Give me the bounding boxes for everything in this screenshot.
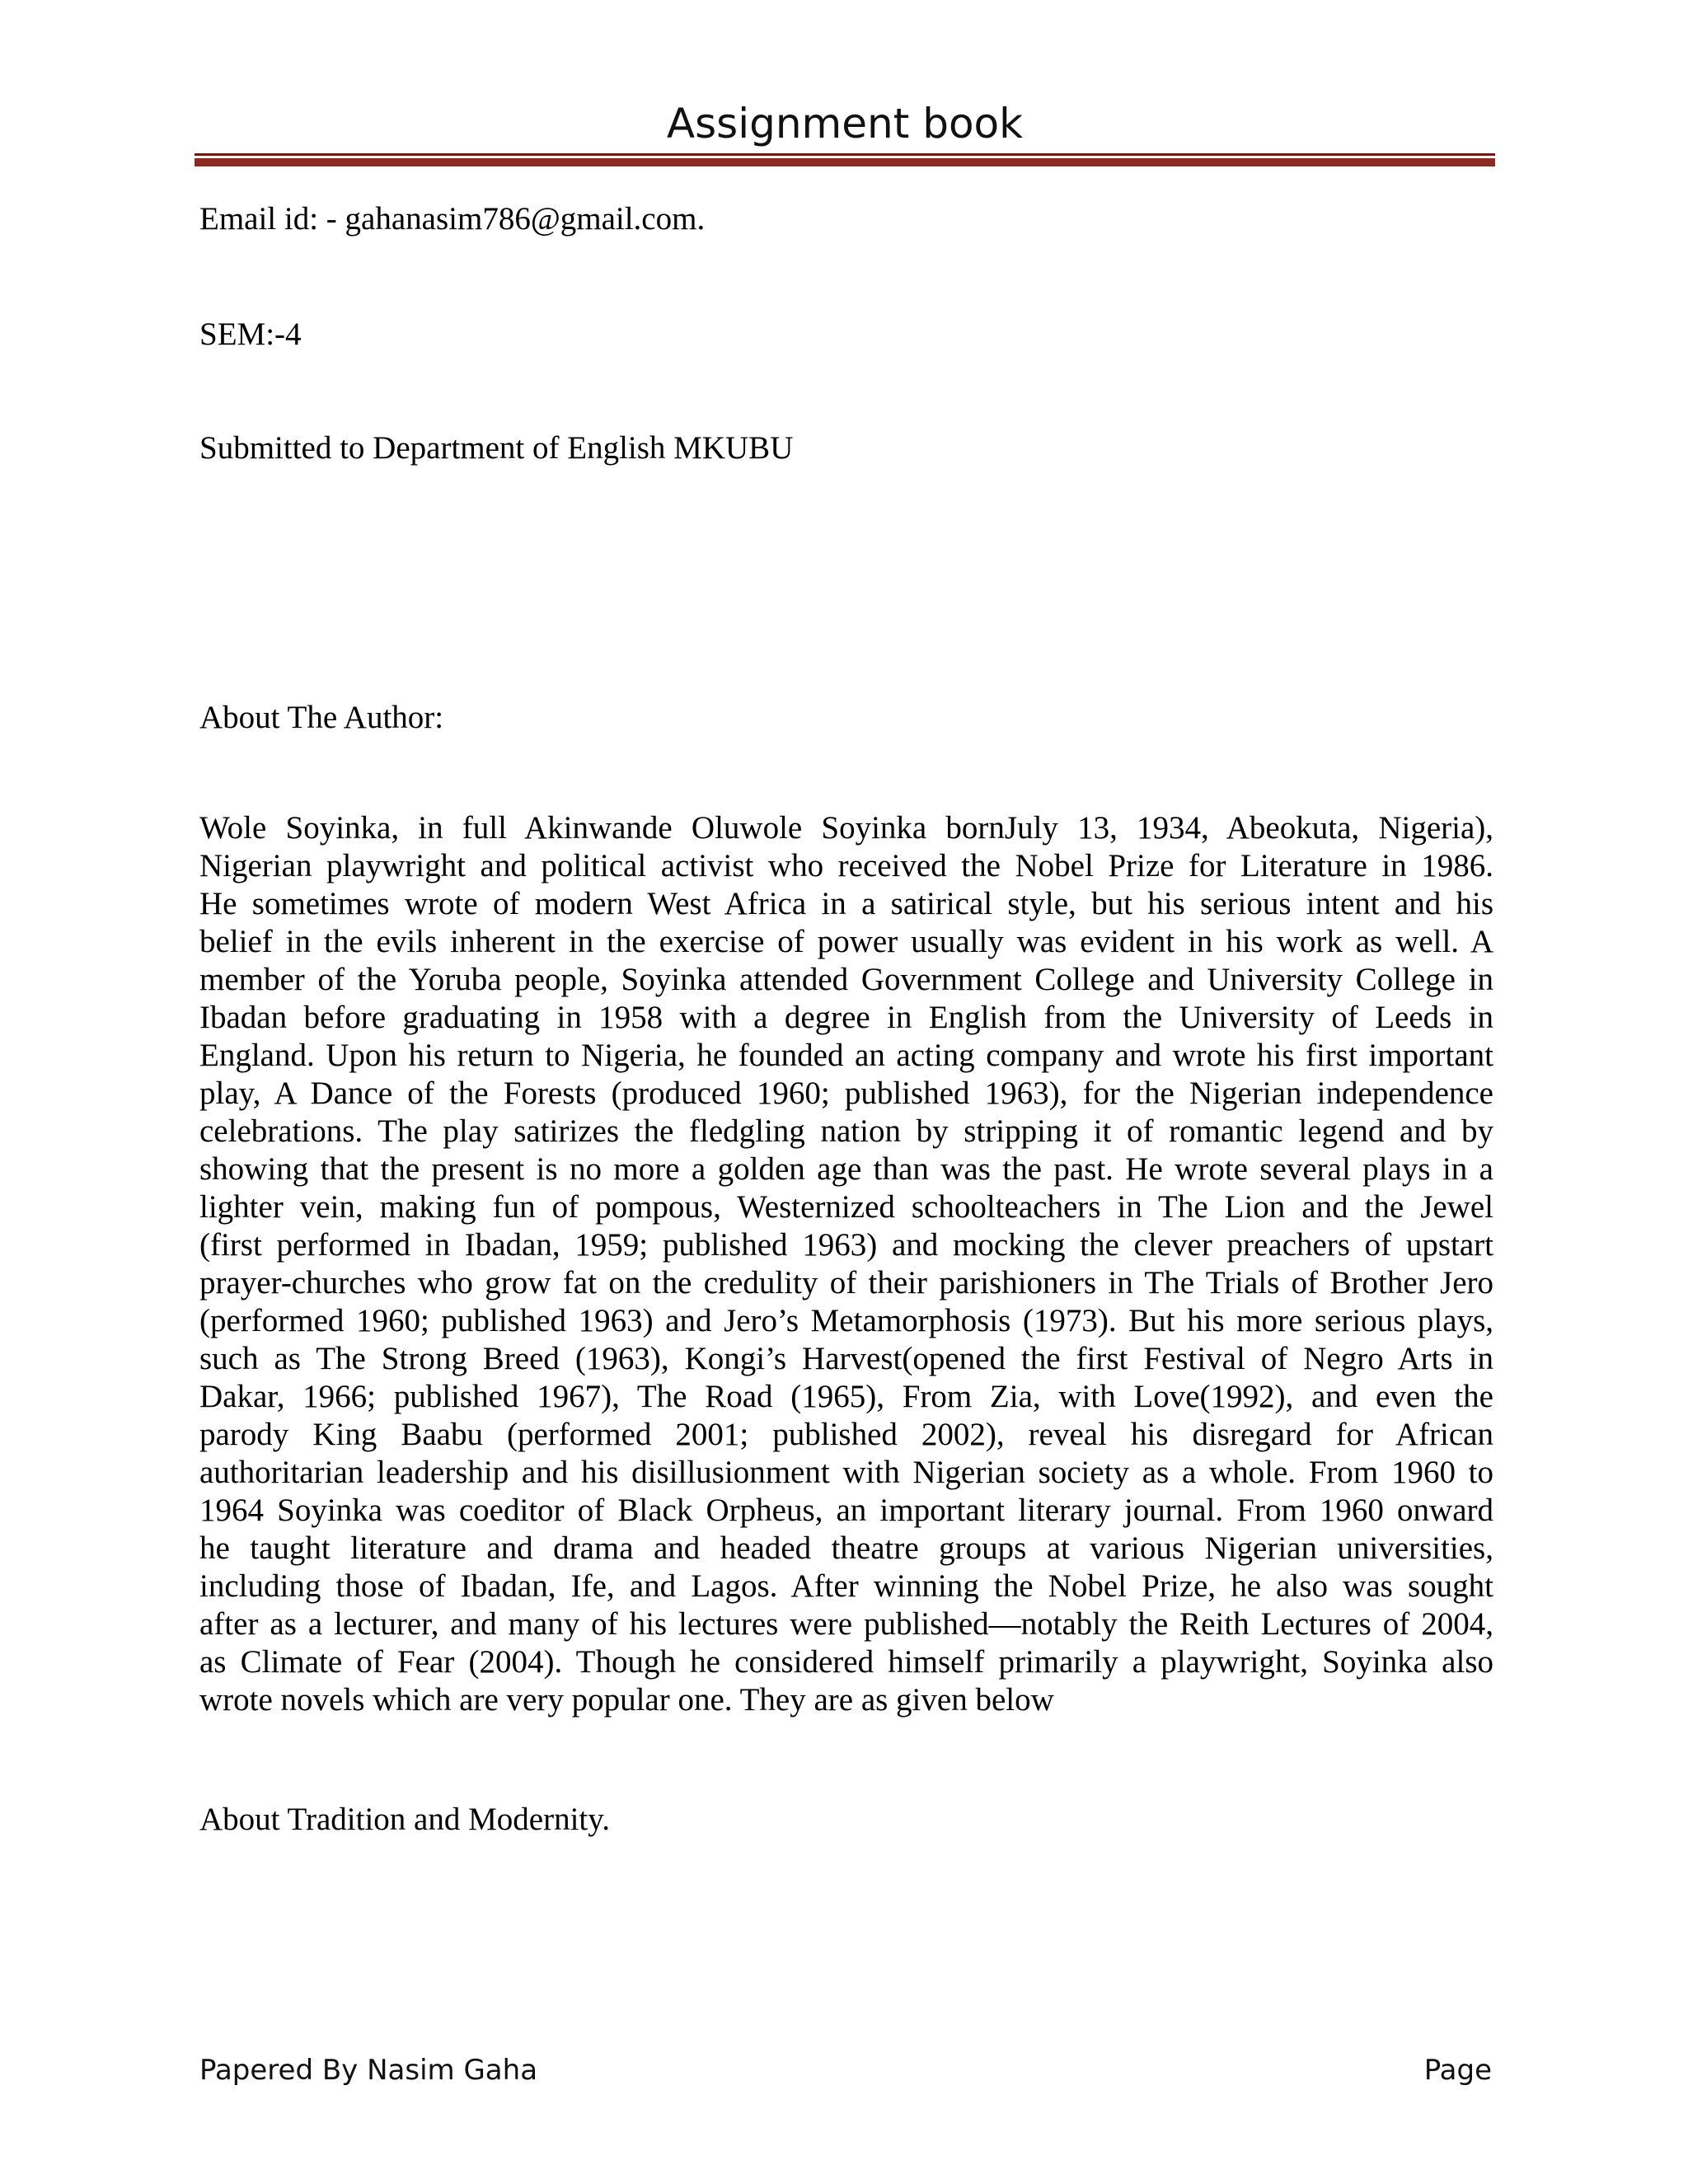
paragraph-line: Wole Soyinka, in full Akinwande Oluwole Soyinka bornJuly 13, 1934, Abeokuta, Nigeria), xyxy=(199,810,1493,846)
paragraph-line: after as a lecturer, and many of his lectures were published—notably the Reith Lectures of 2004, xyxy=(199,1606,1493,1642)
paragraph-line: member of the Yoruba people, Soyinka attended Government College and University College in xyxy=(199,962,1493,997)
paragraph-line: England. Upon his return to Nigeria, he founded an acting company and wrote his first important xyxy=(199,1038,1493,1073)
paragraph-line: lighter vein, making fun of pompous, Westernized schoolteachers in The Lion and the Jewel xyxy=(199,1189,1493,1225)
paragraph-line: such as The Strong Breed (1963), Kongi’s Harvest(opened the first Festival of Negro Arts in xyxy=(199,1341,1493,1376)
paragraph-line: (first performed in Ibadan, 1959; published 1963) and mocking the clever preachers of upstart xyxy=(199,1227,1493,1263)
footer-page-label: Page xyxy=(1423,2054,1492,2087)
paragraph-line: showing that the present is no more a golden age than was the past. He wrote several plays in a xyxy=(199,1151,1493,1187)
footer-author: Papered By Nasim Gaha xyxy=(199,2054,538,2087)
paragraph-line: authoritarian leadership and his disillusionment with Nigerian society as a whole. From 1960 to xyxy=(199,1455,1493,1490)
paragraph-line: prayer-churches who grow fat on the credulity of their parishioners in The Trials of Brother Jero xyxy=(199,1265,1493,1301)
submitted-line: Submitted to Department of English MKUBU xyxy=(199,430,794,466)
about-author-heading: About The Author: xyxy=(199,700,444,735)
paragraph-line: (performed 1960; published 1963) and Jero’s Metamorphosis (1973). But his more serious plays, xyxy=(199,1303,1493,1338)
paragraph-line: 1964 Soyinka was coeditor of Black Orpheus, an important literary journal. From 1960 onward xyxy=(199,1493,1493,1528)
paragraph-line: celebrations. The play satirizes the fledgling nation by stripping it of romantic legend and by xyxy=(199,1113,1493,1149)
semester-line: SEM:-4 xyxy=(199,316,302,352)
paragraph-line: including those of Ibadan, Ife, and Lagos. After winning the Nobel Prize, he also was sought xyxy=(199,1568,1493,1604)
page-header-title: Assignment book xyxy=(666,100,1024,148)
paragraph-line: He sometimes wrote of modern West Africa in a satirical style, but his serious intent and his xyxy=(199,886,1493,921)
paragraph-line: as Climate of Fear (2004). Though he considered himself primarily a playwright, Soyinka also xyxy=(199,1644,1493,1680)
paragraph-line: parody King Baabu (performed 2001; published 2002), reveal his disregard for African xyxy=(199,1417,1493,1452)
paragraph-line: wrote novels which are very popular one. They are as given below xyxy=(199,1682,1054,1718)
header-rule-thin xyxy=(195,153,1495,156)
header-rule-thick xyxy=(195,158,1495,166)
tradition-heading: About Tradition and Modernity. xyxy=(199,1802,610,1837)
paragraph-line: Dakar, 1966; published 1967), The Road (1965), From Zia, with Love(1992), and even the xyxy=(199,1379,1493,1414)
email-line: Email id: - gahanasim786@gmail.com. xyxy=(199,201,706,237)
paragraph-line: play, A Dance of the Forests (produced 1960; published 1963), for the Nigerian independence xyxy=(199,1076,1493,1111)
paragraph-line: Ibadan before graduating in 1958 with a degree in English from the University of Leeds in xyxy=(199,1000,1493,1035)
paragraph-line: he taught literature and drama and headed theatre groups at various Nigerian universities, xyxy=(199,1530,1493,1566)
about-author-paragraph xyxy=(199,809,1493,1719)
paragraph-line: Nigerian playwright and political activist who received the Nobel Prize for Literature in 1986. xyxy=(199,848,1493,883)
paragraph-line: belief in the evils inherent in the exercise of power usually was evident in his work as well. A xyxy=(199,924,1493,959)
